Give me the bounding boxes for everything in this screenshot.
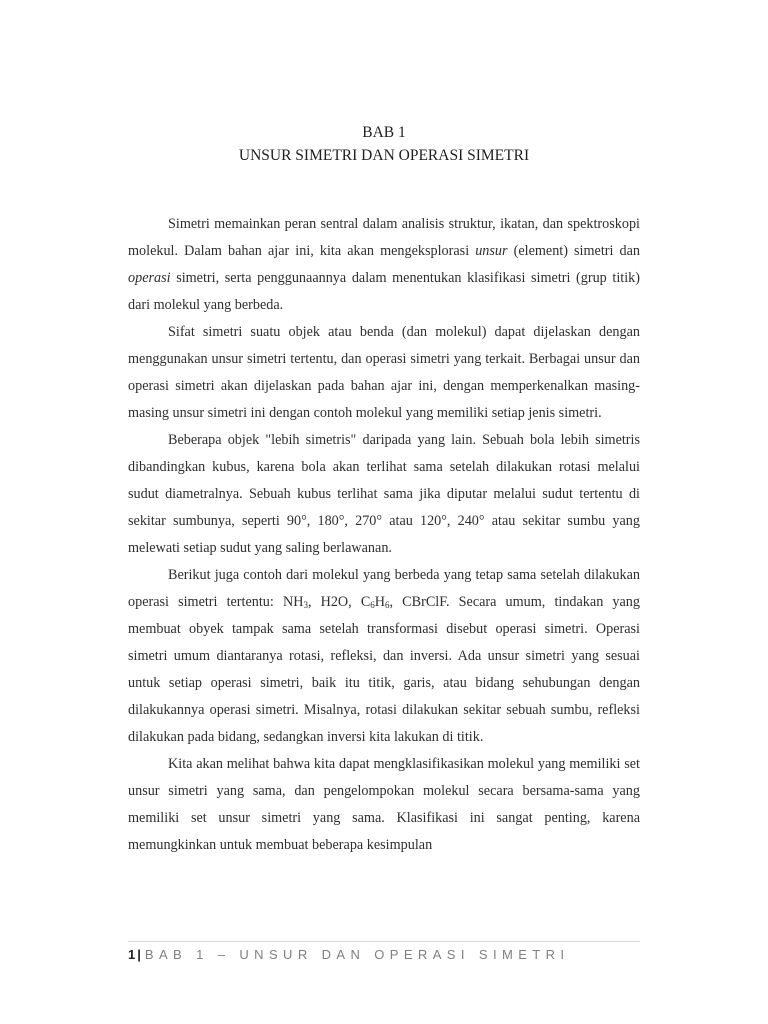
paragraph-3: Beberapa objek "lebih simetris" daripada yang lain. Sebuah bola lebih simetris dibandingkan kubus, karena bola akan terlihat sama setelah dilakukan rotasi melalui sudut diametralnya. Sebuah kubus terlihat sama jika diputar melalui sudut tertentu di sekitar sumbunya, seperti 90°, 180°, 270° atau 120°, 240° atau sekitar sumbu yang melewati setiap sudut yang saling berlawanan. xyxy=(128,432,640,556)
paragraph-5: Kita akan melihat bahwa kita dapat mengklasifikasikan molekul yang memiliki set unsur simetri yang sama, dan pengelompokan molekul secara bersama-sama yang memiliki set unsur simetri yang sama. Klasifikasi ini sangat penting, karena memungkinkan untuk membuat beberapa kesimpulan xyxy=(128,756,640,853)
page-footer xyxy=(128,946,688,964)
running-title: BAB 1 – UNSUR DAN OPERASI SIMETRI xyxy=(144,947,570,962)
body-text xyxy=(128,211,640,859)
chapter-heading xyxy=(128,121,640,167)
page-number: 1 xyxy=(128,947,136,962)
chapter-number: BAB 1 xyxy=(362,124,406,141)
paragraph-2: Sifat simetri suatu objek atau benda (dan molekul) dapat dijelaskan dengan menggunakan unsur simetri tertentu, dan operasi simetri yang terkait. Berbagai unsur dan operasi simetri akan dijelaskan pada bahan ajar ini, dengan memperkenalkan masing-masing unsur simetri ini dengan contoh molekul yang memiliki setiap jenis simetri. xyxy=(128,324,640,421)
chapter-title: UNSUR SIMETRI DAN OPERASI SIMETRI xyxy=(238,147,530,164)
emphasis-operasi: operasi xyxy=(128,270,171,286)
paragraph-1: Simetri memainkan peran sentral dalam analisis struktur, ikatan, dan spektroskopi molekul. Dalam bahan ajar ini, kita akan mengeksplorasi unsur (element) simetri dan operasi simetri, serta penggunaannya dalam menentukan klasifikasi simetri (grup titik) dari molekul yang berbeda. xyxy=(128,216,640,313)
footer-divider xyxy=(128,941,640,942)
footer-separator: | xyxy=(137,947,141,962)
paragraph-4: Berikut juga contoh dari molekul yang berbeda yang tetap sama setelah dilakukan operasi simetri tertentu: $NH_3$, H2O, $C_6H_6$, CBrClF. Secara umum, tindakan yang membuat obyek tampak sama setelah transformasi disebut operasi simetri. Operasi simetri umum diantaranya rotasi, refleksi, dan inversi. Ada unsur simetri yang sesuai untuk setiap operasi simetri, baik itu titik, garis, atau bidang sehubungan dengan dilakukannya operasi simetri. Misalnya, rotasi dilakukan sekitar sebuah sumbu, refleksi dilakukan pada bidang, sedangkan inversi kita lakukan di titik. xyxy=(128,567,640,745)
emphasis-unsur: unsur xyxy=(475,243,508,259)
